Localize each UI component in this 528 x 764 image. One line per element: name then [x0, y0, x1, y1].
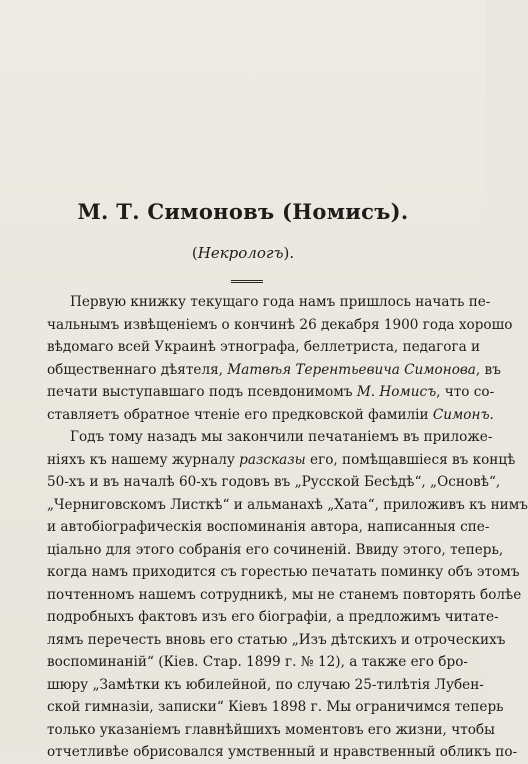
text-line	[47, 539, 504, 562]
text-run: ской гимназіи, записки“ Кіевъ 1898 г. Мы ограничимся теперь	[47, 699, 504, 715]
text-line	[47, 719, 495, 742]
text-run: печати выступавшаго подъ псевдонимомъ	[47, 384, 357, 400]
subtitle-word: Некрологъ	[197, 244, 284, 262]
text-run: воспоминаній“ (Кіев. Стар. 1899 г. № 12), а также его бро-	[47, 654, 468, 670]
text-run: 50-хъ и въ началѣ 60-хъ годовъ въ „Русской Бесѣдѣ“, „Основѣ“,	[47, 474, 501, 490]
text-run: вѣдомаго всей Украинѣ этнографа, беллетриста, педагога и	[47, 339, 481, 355]
text-line	[47, 606, 499, 629]
text-run: ціально для этого собранія его сочиненій. Ввиду этого, теперь,	[47, 541, 504, 558]
text-run: .	[489, 406, 494, 423]
text-run: „Черниговскомъ Листкѣ“ и альманахѣ „Хата“, приложивъ къ нимъ	[47, 496, 528, 513]
text-run: Первую книжку текущаго года намъ пришлось начать пе-	[70, 294, 491, 310]
text-line	[47, 404, 494, 427]
text-run: отчетливѣе обрисовался умственный и нравственный обликъ по-	[47, 744, 518, 760]
text-run: , что со-	[436, 384, 495, 400]
text-run: лямъ перечесть вновь его статью „Изъ дѣтскихъ и отроческихъ	[47, 631, 506, 648]
text-line	[47, 381, 495, 404]
italic-text: М. Номисъ	[356, 384, 437, 400]
text-run: только указаніемъ главнѣйшихъ моментовъ его жизни, чтобы	[47, 721, 495, 738]
subtitle-close-paren: ).	[283, 244, 295, 262]
text-line	[47, 449, 516, 472]
text-line	[47, 314, 513, 337]
text-line	[47, 426, 493, 449]
text-run: и автобіографическія воспоминанія автора, написанныя спе-	[47, 519, 490, 535]
title-separator-rule	[231, 280, 263, 283]
text-line	[47, 291, 491, 314]
text-line	[47, 696, 504, 719]
text-run: подробныхъ фактовъ изъ его біографіи, а предложимъ читате-	[47, 609, 499, 625]
text-run: общественнаго дѣятеля,	[47, 361, 228, 378]
text-run: Годъ тому назадъ мы закончили печатаніемъ въ приложе-	[70, 429, 493, 445]
text-line	[47, 561, 520, 584]
article-title: М. Т. Симоновъ (Номисъ).	[77, 199, 409, 224]
text-line	[47, 629, 506, 652]
text-line	[47, 471, 501, 494]
text-run: почтенномъ нашемъ сотрудникѣ, мы не станемъ повторять болѣе	[47, 586, 522, 603]
text-line	[47, 359, 501, 382]
italic-text: Матвѣя Терентьевича Симонова	[227, 361, 476, 378]
text-run: его, помѣщавшіеся въ концѣ	[305, 451, 516, 468]
text-run: , въ	[475, 361, 501, 378]
text-line	[47, 741, 518, 764]
text-line	[47, 336, 481, 359]
text-line	[47, 584, 522, 607]
article-body	[47, 291, 528, 764]
text-run: ставляетъ обратное чтеніе его предковской фамиліи	[47, 406, 433, 423]
text-run: шюру „Замѣтки къ юбилейной, по случаю 25-тилѣтія Лубен-	[47, 676, 484, 693]
text-run: чальнымъ извѣщеніемъ о кончинѣ 26 декабря 1900 года хорошо	[47, 316, 513, 333]
text-line	[47, 674, 484, 697]
text-run: ніяхъ къ нашему журналу	[47, 451, 240, 468]
text-run: когда намъ приходится съ горестью печатать поминку объ этомъ	[47, 564, 520, 580]
text-line	[47, 651, 468, 674]
article-subtitle	[0, 244, 486, 262]
italic-text: Симонъ	[432, 406, 490, 423]
text-line	[47, 516, 490, 539]
subtitle-open-paren: (	[191, 244, 198, 262]
text-line	[47, 494, 528, 517]
italic-text: разсказы	[239, 451, 306, 468]
